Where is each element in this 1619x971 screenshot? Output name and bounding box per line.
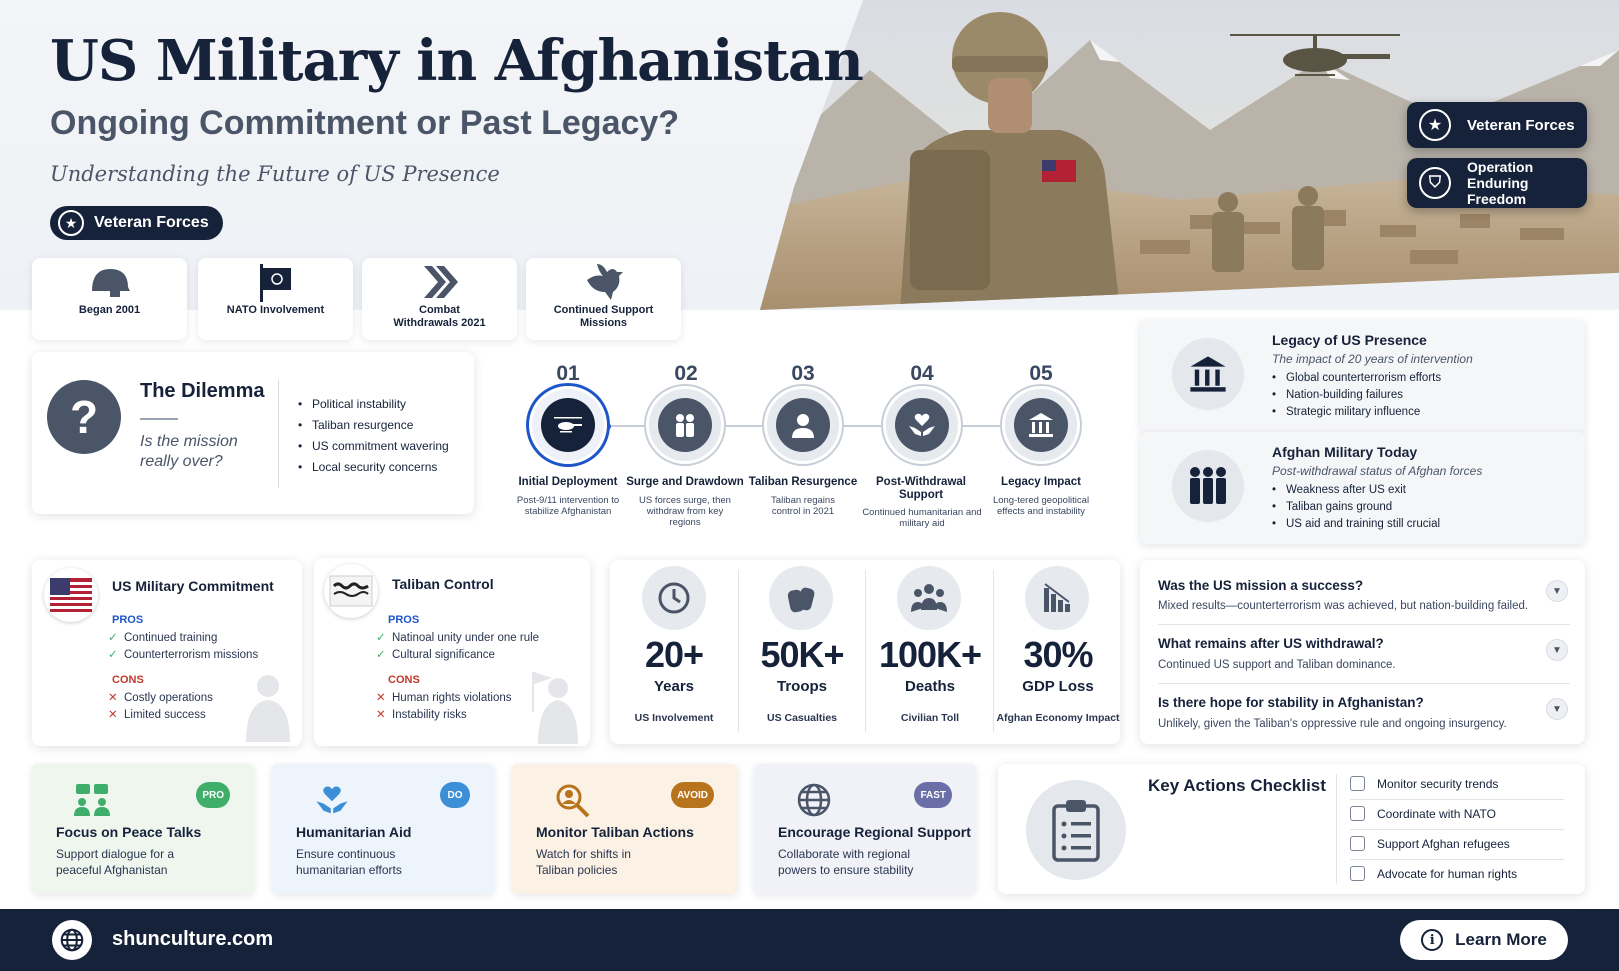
- hero-tile-label: Began 2001: [78, 304, 141, 316]
- timeline-step-number: 01: [556, 362, 580, 385]
- checklist-item-label: Monitor security trends: [1377, 776, 1499, 791]
- timeline-step-desc: Taliban regains control in 2021: [771, 495, 835, 517]
- dialogue-icon: [72, 780, 112, 820]
- soldier-silhouette-icon: [238, 672, 298, 742]
- dilemma-question: Is the mission really over?: [140, 433, 238, 470]
- page-title: US Military in Afghanistan: [50, 28, 863, 94]
- action-card-monitor-taliban[interactable]: [512, 764, 738, 894]
- checklist-row-divider: [1350, 859, 1564, 860]
- us-commitment-title: US Military Commitment: [112, 578, 274, 594]
- dilemma-point: • Local security concerns: [298, 457, 449, 478]
- afghan-military-card: [1140, 432, 1585, 544]
- badge-label: Veteran Forces: [1467, 116, 1575, 134]
- dove-icon: [526, 260, 681, 304]
- dilemma-card: [32, 352, 474, 514]
- pro-item: [376, 630, 539, 647]
- page-tagline: Understanding the Future of US Presence: [50, 162, 500, 186]
- heart-hands-icon: [312, 780, 352, 820]
- dilemma-points: [298, 394, 449, 478]
- check-icon: ✓: [376, 632, 386, 644]
- pros-label: PROS: [112, 614, 144, 626]
- veteran-forces-label: Veteran Forces: [94, 214, 209, 231]
- action-card-humanitarian-aid[interactable]: [272, 764, 494, 894]
- action-desc: Support dialogue for a peaceful Afghanistan: [56, 847, 175, 877]
- chevron-down-icon[interactable]: ▼: [1546, 639, 1568, 661]
- action-card-peace-talks[interactable]: [32, 764, 254, 894]
- afghan-military-points: [1272, 482, 1440, 533]
- clock-icon: [642, 566, 706, 630]
- hero-tile-support: [526, 258, 681, 340]
- faq-question[interactable]: Was the US mission a success?: [1158, 578, 1364, 593]
- hero-tile-nato: [198, 258, 353, 340]
- timeline-step-title: Surge and Drawdown: [626, 476, 744, 488]
- con-item: [376, 707, 512, 724]
- dilemma-divider: [140, 418, 178, 420]
- tag-pro: PRO: [196, 782, 230, 808]
- dilemma-point: • Taliban resurgence: [298, 415, 449, 436]
- globe-icon: [794, 780, 834, 820]
- faq-question[interactable]: What remains after US withdrawal?: [1158, 636, 1384, 651]
- badge-veteran-forces[interactable]: [1407, 102, 1587, 148]
- action-desc: Ensure continuous humanitarian efforts: [296, 847, 402, 877]
- timeline-step-desc: Continued humanitarian and military aid: [862, 507, 982, 529]
- timeline-step-number: 02: [674, 362, 698, 385]
- legacy-points: [1272, 370, 1441, 421]
- faq-answer: Continued US support and Taliban dominance.: [1158, 659, 1396, 671]
- troops-icon: [658, 398, 712, 452]
- shield-icon: ⛉: [1419, 167, 1451, 199]
- checklist-item[interactable]: [1350, 806, 1496, 821]
- taliban-control-cons: [376, 690, 512, 724]
- stat-unit: Deaths: [904, 678, 956, 695]
- cons-label: CONS: [388, 674, 420, 686]
- action-title: Focus on Peace Talks: [56, 824, 202, 840]
- timeline-step-4[interactable]: [883, 386, 961, 464]
- taliban-flag-icon: [324, 564, 378, 618]
- faq-divider: [1158, 624, 1570, 625]
- chevrons-icon: [362, 260, 517, 304]
- checklist-row-divider: [1350, 829, 1564, 830]
- timeline-step-number: 05: [1029, 362, 1053, 385]
- legacy-title: Legacy of US Presence: [1272, 332, 1427, 348]
- checklist-item-label: Coordinate with NATO: [1377, 806, 1496, 821]
- action-title: Humanitarian Aid: [296, 824, 412, 840]
- people-icon: [897, 566, 961, 630]
- fighter-silhouette-icon: [526, 668, 586, 744]
- veteran-forces-pill[interactable]: [50, 206, 223, 240]
- pro-item: [376, 647, 539, 664]
- checklist-divider: [1336, 774, 1337, 884]
- checkbox[interactable]: [1350, 806, 1365, 821]
- afghan-military-point: • Taliban gains ground: [1272, 499, 1440, 516]
- page-subtitle: Ongoing Commitment or Past Legacy?: [50, 104, 680, 142]
- stat-value: 20+: [644, 634, 704, 675]
- con-item: [376, 690, 512, 707]
- site-link[interactable]: shunculture.com: [112, 928, 274, 950]
- flag-icon: [198, 260, 353, 304]
- chevron-down-icon[interactable]: ▼: [1546, 698, 1568, 720]
- faq-answer: Mixed results—counterterrorism was achieved, but nation-building failed.: [1158, 600, 1529, 612]
- checklist-title: Key Actions Checklist: [1148, 776, 1326, 795]
- stat-unit: Years: [653, 678, 695, 695]
- legacy-point: • Strategic military influence: [1272, 404, 1441, 421]
- timeline-step-desc: Long-tered geopolitical effects and instability: [992, 495, 1090, 517]
- helicopter-icon: [541, 398, 595, 452]
- legacy-point: • Global counterterrorism efforts: [1272, 370, 1441, 387]
- cons-label: CONS: [112, 674, 144, 686]
- hero-tile-label: NATO Involvement: [226, 304, 325, 316]
- timeline-step-number: 03: [791, 362, 815, 385]
- x-icon: ✕: [376, 692, 386, 704]
- taliban-control-pros: [376, 630, 539, 664]
- timeline-step-title: Post-Withdrawal Support: [876, 476, 966, 501]
- checkbox[interactable]: [1350, 776, 1365, 791]
- pro-item: [108, 647, 258, 664]
- con-text: Costly operations: [124, 692, 213, 704]
- checklist-item[interactable]: [1350, 836, 1510, 851]
- badge-operation-enduring-freedom[interactable]: [1407, 158, 1587, 208]
- dogtags-icon: [769, 566, 833, 630]
- stat-label: Afghan Economy Impact: [996, 712, 1120, 724]
- stats-card: [610, 560, 1120, 744]
- checklist-item[interactable]: [1350, 866, 1517, 881]
- hero-tile-withdrawals: [362, 258, 517, 340]
- stat-label: US Casualties: [766, 712, 838, 724]
- pros-label: PROS: [388, 614, 420, 626]
- action-card-regional-support[interactable]: [754, 764, 976, 894]
- afghan-military-point: • Weakness after US exit: [1272, 482, 1440, 499]
- action-title: Monitor Taliban Actions: [536, 824, 694, 840]
- afghan-military-point: • US aid and training still crucial: [1272, 516, 1440, 533]
- action-desc: Watch for shifts in Taliban policies: [536, 847, 631, 877]
- hero-tile-label: Continued Support Missions: [553, 304, 654, 329]
- action-desc: Collaborate with regional powers to ensure stability: [778, 847, 914, 877]
- timeline-step-desc: US forces surge, then withdraw from key regions: [639, 495, 731, 528]
- pro-text: Cultural significance: [392, 649, 495, 661]
- dilemma-vertical-divider: [278, 380, 279, 488]
- badge-label: Operation Enduring Freedom: [1467, 159, 1534, 207]
- taliban-control-card: [314, 558, 590, 746]
- action-title: Encourage Regional Support: [778, 824, 971, 840]
- faq-answer: Unlikely, given the Taliban's oppressive rule and ongoing insurgency.: [1158, 718, 1507, 730]
- helmet-icon: [32, 260, 187, 304]
- con-text: Limited success: [124, 709, 206, 721]
- chevron-down-icon[interactable]: ▼: [1546, 580, 1568, 602]
- timeline-step-5[interactable]: [1002, 386, 1080, 464]
- legacy-card: [1140, 320, 1585, 432]
- pro-text: Natinoal unity under one rule: [392, 632, 540, 644]
- pro-item: [108, 630, 258, 647]
- checkbox[interactable]: [1350, 866, 1365, 881]
- timeline-step-number: 04: [910, 362, 934, 385]
- globe-icon: [52, 920, 92, 960]
- con-text: Instability risks: [392, 709, 467, 721]
- timeline-step-desc: Post-9/11 intervention to stabilize Afghanistan: [516, 495, 620, 517]
- troops-icon: [1172, 450, 1244, 522]
- tag-do: DO: [440, 782, 470, 808]
- legacy-subtitle: The impact of 20 years of intervention: [1272, 352, 1473, 366]
- magnifier-person-icon: [552, 780, 592, 820]
- timeline-step-title: Legacy Impact: [1001, 476, 1081, 488]
- afghan-military-title: Afghan Military Today: [1272, 444, 1418, 460]
- pro-text: Counterterrorism missions: [124, 649, 259, 661]
- check-icon: ✓: [108, 632, 118, 644]
- hero-tile-began: [32, 258, 187, 340]
- timeline-step-3[interactable]: [764, 386, 842, 464]
- tag-avoid: AVOID: [671, 782, 714, 808]
- dilemma-point: • US commitment wavering: [298, 436, 449, 457]
- us-commitment-pros: [108, 630, 258, 664]
- timeline-step-title: Taliban Resurgence: [748, 476, 858, 488]
- learn-more-label: Learn More: [1455, 930, 1547, 949]
- check-icon: ✓: [376, 649, 386, 661]
- checklist-item-label: Support Afghan refugees: [1377, 836, 1510, 851]
- question-mark-icon: ?: [47, 380, 121, 454]
- stat-unit: GDP Loss: [1022, 678, 1094, 695]
- timeline-step-1[interactable]: [529, 386, 607, 464]
- checklist-item[interactable]: [1350, 776, 1498, 791]
- con-item: [108, 707, 213, 724]
- x-icon: ✕: [376, 709, 386, 721]
- pro-text: Continued training: [124, 632, 218, 644]
- us-commitment-cons: [108, 690, 213, 724]
- hero-tile-label: Combat Withdrawals 2021: [393, 304, 486, 329]
- stat-label: Civilian Toll: [900, 712, 960, 724]
- heart-hands-icon: [895, 398, 949, 452]
- timeline-step-2[interactable]: [646, 386, 724, 464]
- learn-more-button[interactable]: [1400, 920, 1568, 960]
- checklist-row-divider: [1350, 799, 1564, 800]
- legacy-point: • Nation-building failures: [1272, 387, 1441, 404]
- star-icon: ★: [58, 210, 84, 236]
- faq-divider: [1158, 683, 1570, 684]
- stat-label: US Involvement: [634, 712, 714, 724]
- stat-value: 30%: [1023, 634, 1093, 675]
- timeline-step-title: Initial Deployment: [518, 476, 618, 488]
- con-item: [108, 690, 213, 707]
- dilemma-title: The Dilemma: [140, 380, 265, 402]
- con-text: Human rights violations: [392, 692, 512, 704]
- afghan-military-subtitle: Post-withdrawal status of Afghan forces: [1272, 464, 1483, 478]
- person-icon: [776, 398, 830, 452]
- tag-fast: FAST: [914, 782, 952, 808]
- clipboard-icon: [1026, 780, 1126, 880]
- x-icon: ✕: [108, 709, 118, 721]
- us-flag-icon: [44, 568, 98, 622]
- chart-down-icon: [1025, 566, 1089, 630]
- faq-question[interactable]: Is there hope for stability in Afghanistan?: [1158, 695, 1424, 710]
- checkbox[interactable]: [1350, 836, 1365, 851]
- stat-unit: Troops: [776, 678, 827, 695]
- check-icon: ✓: [108, 649, 118, 661]
- us-commitment-card: [32, 560, 302, 746]
- info-icon: i: [1421, 929, 1443, 951]
- hero-photo: [760, 0, 1619, 310]
- checklist-item-label: Advocate for human rights: [1377, 866, 1518, 881]
- building-icon: [1014, 398, 1068, 452]
- dilemma-point: • Political instability: [298, 394, 449, 415]
- building-icon: [1172, 338, 1244, 410]
- star-icon: ★: [1419, 109, 1451, 141]
- stat-value: 100K+: [878, 634, 982, 675]
- stat-value: 50K+: [760, 634, 844, 675]
- taliban-control-title: Taliban Control: [392, 576, 494, 592]
- x-icon: ✕: [108, 692, 118, 704]
